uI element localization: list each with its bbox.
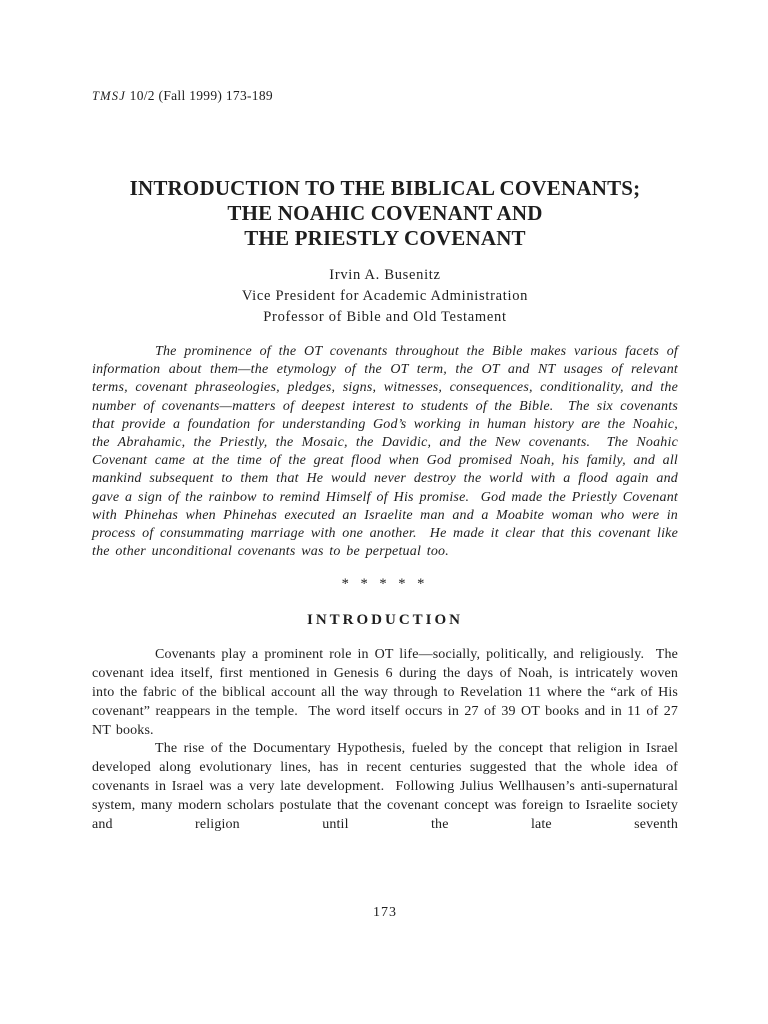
article-title-line-2: THE NOAHIC COVENANT AND: [227, 201, 543, 225]
author-block: [92, 265, 678, 328]
journal-abbreviation: TMSJ: [92, 89, 126, 103]
journal-issue-info: 10/2 (Fall 1999) 173-189: [125, 88, 273, 103]
article-title-line-3: THE PRIESTLY COVENANT: [244, 226, 526, 250]
author-role-2: Professor of Bible and Old Testament: [263, 309, 507, 325]
author-name: Irvin A. Busenitz: [329, 267, 441, 283]
author-role-1: Vice President for Academic Administration: [241, 288, 529, 304]
article-title: [92, 176, 678, 251]
article-title-line-1: INTRODUCTION TO THE BIBLICAL COVENANTS;: [129, 176, 641, 200]
page-number: 173: [373, 905, 397, 920]
body-paragraph-2: The rise of the Documentary Hypothesis, fueled by the concept that religion in Israel developed along evolutionary lines, has in recent centuries suggested that the whole idea of covenants in Israel was a very late development. Following Julius Wellhausen’s anti-supernatural system, many modern scholars postulate that the covenant concept was foreign to Israelite society and religion until the late seventh: [92, 741, 678, 832]
section-heading-introduction: INTRODUCTION: [306, 612, 463, 629]
page-content: [92, 0, 678, 834]
abstract-paragraph: The prominence of the OT covenants throughout the Bible makes various facets of information about them—the etymology of the OT term, the OT and NT usages of relevant terms, covenant phraseologies, pledges, signs, witnesses, consequences, conditionality, and the number of covenants—matters of deepest interest to students of the Bible. The six covenants that provide a foundation for understanding God’s working in human history are the Noahic, the Abrahamic, the Priestly, the Mosaic, the Davidic, and the New covenants. The Noahic Covenant came at the time of the great flood when God promised Noah, his family, and all mankind subsequent to them that He would never destroy the world with a flood again and gave a sign of the rainbow to remind Himself of His promise. God made the Priestly Covenant with Phinehas when Phinehas executed an Israelite man and a Moabite woman who were in process of consummating marriage with one another. He made it clear that this covenant like the other unconditional covenants was to be perpetual too.: [92, 344, 678, 560]
section-separator-asterisks: * * * * *: [341, 576, 429, 593]
journal-citation: [92, 88, 678, 104]
body-paragraph-1: Covenants play a prominent role in OT life—socially, politically, and religiously. The covenant idea itself, first mentioned in Genesis 6 during the days of Noah, is intricately woven into the fabric of the biblical account all the way through to Revelation 11 where the “ark of His covenant” reappears in the temple. The word itself occurs in 27 of 39 OT books and in 11 of 27 NT books.: [92, 647, 678, 738]
